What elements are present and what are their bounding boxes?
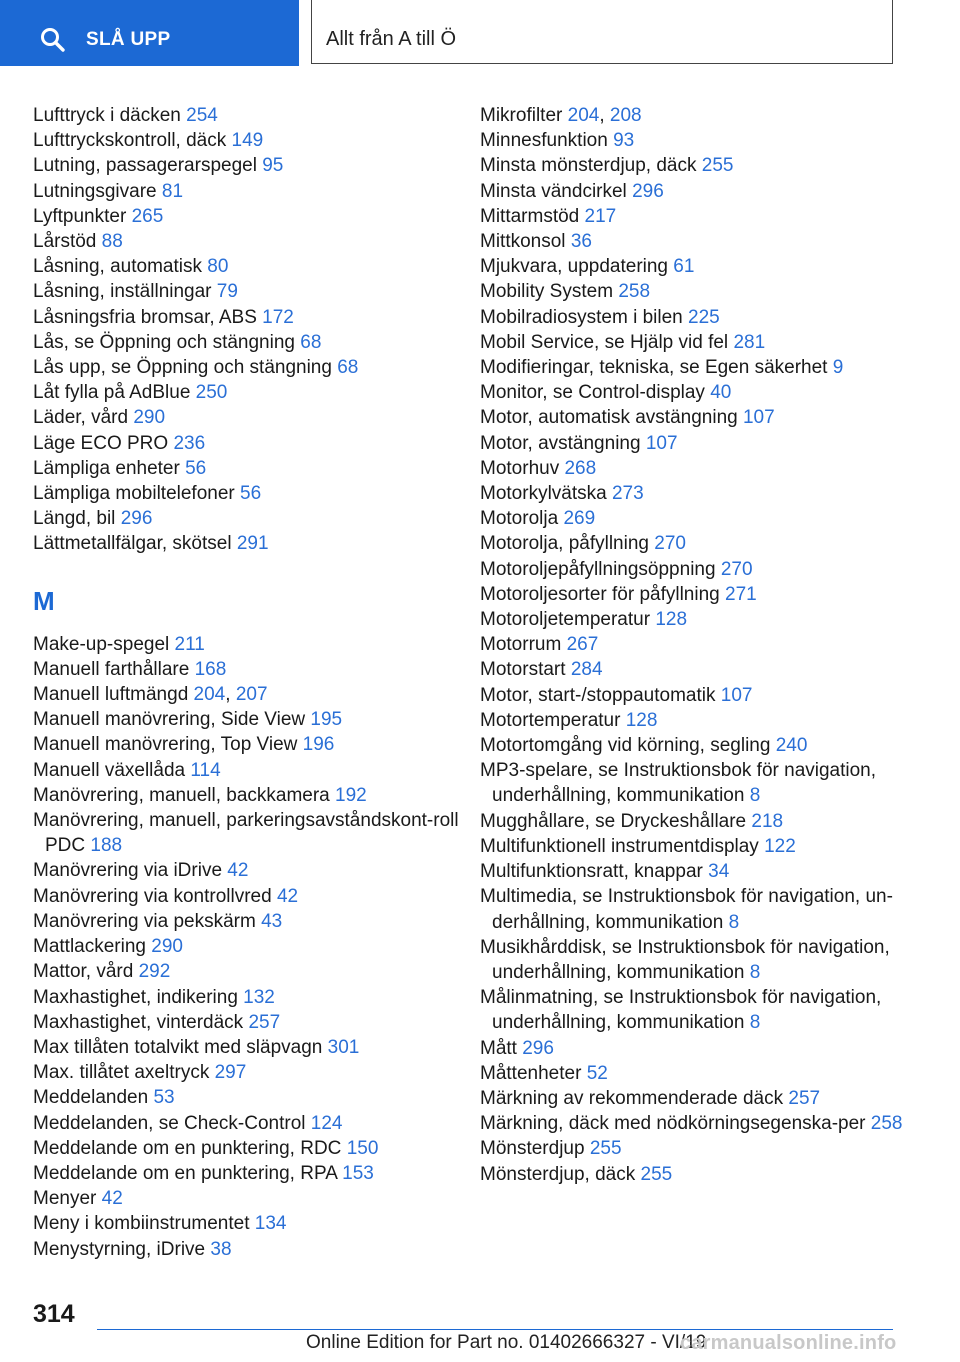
page-link[interactable]: 254	[186, 105, 218, 126]
index-entry	[33, 1161, 473, 1186]
index-column-right	[480, 103, 910, 1187]
index-entry-text: Motor, automatisk avstängning	[480, 407, 738, 429]
index-entry-text: Maxhastighet, vinterdäck	[33, 1011, 244, 1033]
index-entry-text: Meddelande om en punktering, RPA	[33, 1162, 337, 1184]
index-entry-text: Lämpliga mobiltelefoner	[33, 483, 235, 505]
index-entry-text: Mattlackering	[33, 936, 146, 958]
page-link[interactable]: 188	[90, 835, 123, 857]
index-entry	[480, 456, 910, 481]
index-entry-text: Mugghållare, se Dryckeshållare	[480, 810, 747, 832]
index-entry-text: Längd, bil	[33, 508, 116, 530]
footer-edition: Online Edition for Part no. 01402666327 - VI/19	[306, 1332, 707, 1353]
index-entry	[480, 935, 910, 985]
page-link[interactable]: 301	[327, 1036, 360, 1058]
index-entry-text: Manövrering via kontrollvred	[33, 885, 272, 907]
index-entry-text: Monitor, se Control-display	[480, 382, 705, 404]
index-entry	[33, 758, 473, 783]
index-entry-text: Menyer	[33, 1188, 97, 1210]
index-entry-text: Motorolja, påfyllning	[480, 533, 649, 555]
page-link[interactable]: 211	[174, 633, 205, 655]
index-entry-text: Mobility System	[480, 281, 614, 303]
index-entry-text: Mobilradiosystem i bilen	[480, 306, 683, 328]
index-entry-text: Manuell växellåda	[33, 759, 186, 781]
index-entry-text: Lufttryck i däcken	[33, 105, 181, 126]
index-entry-text: Läge ECO PRO	[33, 432, 169, 454]
page-link[interactable]: 172	[262, 306, 294, 328]
page-link[interactable]: 255	[640, 1163, 673, 1185]
index-entry-text: Multifunktionsratt, knappar	[480, 861, 703, 883]
index-entry-text: Mittarmstöd	[480, 205, 580, 227]
page-link[interactable]: 273	[611, 483, 644, 505]
index-entry-text: Läder, vård	[33, 407, 129, 429]
index-entry-text: Motor, avstängning	[480, 432, 641, 454]
index-entry	[480, 254, 910, 279]
page-link[interactable]: 42	[276, 885, 299, 907]
page-link[interactable]: 36	[570, 231, 592, 253]
index-entry-text: Multifunktionell instrumentdisplay	[480, 835, 759, 857]
index-entry-text: Motor, start-/stoppautomatik	[480, 684, 716, 706]
index-entry	[33, 858, 473, 883]
index-entry	[480, 884, 910, 934]
page-link[interactable]: 218	[751, 810, 784, 832]
index-entry	[480, 405, 910, 430]
page-link[interactable]: 296	[120, 508, 153, 530]
index-entry-text: Lutningsgivare	[33, 180, 157, 202]
page-link[interactable]: 61	[673, 256, 695, 278]
index-entry-text: Minsta mönsterdjup, däck	[480, 155, 697, 177]
index-entry	[480, 305, 910, 330]
index-entry	[33, 531, 473, 556]
index-entry	[480, 179, 910, 204]
page-link[interactable]: 268	[564, 457, 597, 479]
page-link[interactable]: 297	[214, 1062, 247, 1084]
index-entry	[480, 708, 910, 733]
index-entry-text: Manuell manövrering, Top View	[33, 734, 298, 756]
index-entry-text: Mönsterdjup	[480, 1138, 585, 1160]
index-entry	[480, 330, 910, 355]
index-entry	[480, 1136, 910, 1161]
index-entry	[480, 809, 910, 834]
index-entry-text: Motortemperatur	[480, 709, 621, 731]
index-entry-text: Mikrofilter	[480, 105, 563, 126]
section-title: Allt från A till Ö	[326, 28, 457, 50]
page-link[interactable]: 208	[609, 105, 642, 126]
index-entry	[33, 1111, 473, 1136]
page-link[interactable]: 269	[563, 508, 596, 530]
index-column-left	[33, 103, 473, 1262]
index-entry-text: Minsta vändcirkel	[480, 180, 627, 202]
index-entry	[33, 153, 473, 178]
index-entry-text: Modifieringar, tekniska, se Egen säkerhet	[480, 357, 828, 379]
index-entry	[480, 834, 910, 859]
index-entry	[480, 632, 910, 657]
index-entry-text: Lämpliga enheter	[33, 457, 180, 479]
index-entry-text: Mittkonsol	[480, 231, 566, 253]
index-entry-text: Manuell luftmängd	[33, 684, 189, 706]
page-link[interactable]: 153	[342, 1162, 374, 1184]
search-icon	[40, 27, 66, 53]
index-entry	[33, 1136, 473, 1161]
page-link[interactable]: 38	[210, 1238, 232, 1260]
page-link[interactable]: 291	[236, 533, 269, 555]
page-link[interactable]: 217	[584, 205, 617, 227]
index-entry	[33, 1010, 473, 1035]
index-entry-text: Lutning, passagerarspegel	[33, 155, 257, 177]
page-link[interactable]: 258	[870, 1113, 903, 1135]
page-link[interactable]: 204	[193, 684, 226, 706]
page-link[interactable]: 270	[720, 558, 753, 580]
index-entry	[480, 657, 910, 682]
page-link[interactable]: 284	[570, 659, 603, 681]
page-link[interactable]: 9	[832, 357, 844, 379]
index-entry-text: Max. tillåtet axeltryck	[33, 1062, 210, 1084]
top-bar	[0, 0, 960, 66]
index-entry	[33, 103, 473, 128]
index-entry	[480, 1162, 910, 1187]
page-link[interactable]: 79	[216, 281, 238, 303]
page-link[interactable]: 56	[240, 483, 262, 505]
index-entry-text: Målinmatning, se Instruktionsbok för navigation, underhållning, kommunikation	[480, 987, 882, 1034]
page-link[interactable]: 195	[310, 709, 343, 731]
index-entry	[33, 380, 473, 405]
index-entry-text: Multimedia, se Instruktionsbok för navigation, un-derhållning, kommunikation	[480, 886, 893, 933]
index-entry	[33, 909, 473, 934]
index-entry-text: Manövrering via pekskärm	[33, 910, 256, 932]
index-entry	[33, 959, 473, 984]
index-entry-text: Maxhastighet, indikering	[33, 986, 238, 1008]
index-entry-text: Make-up-spegel	[33, 633, 170, 655]
index-entry-text: Lyftpunkter	[33, 205, 127, 227]
index-entry-text: Motoroljetemperatur	[480, 609, 651, 631]
index-entry	[33, 229, 473, 254]
index-entry-text: Max tillåten totalvikt med släpvagn	[33, 1036, 323, 1058]
page-link[interactable]: 53	[153, 1087, 175, 1109]
page-link[interactable]: 88	[101, 231, 123, 253]
index-entry	[480, 380, 910, 405]
index-entry	[480, 758, 910, 808]
index-entry	[33, 707, 473, 732]
index-entry	[480, 481, 910, 506]
index-entry	[480, 557, 910, 582]
index-entry	[480, 582, 910, 607]
index-entry	[33, 985, 473, 1010]
page-link[interactable]: 122	[764, 835, 796, 857]
index-entry	[480, 1111, 910, 1136]
page-link[interactable]: 255	[701, 155, 734, 177]
page-link[interactable]: 250	[195, 382, 228, 404]
index-entry-text: Lättmetallfälgar, skötsel	[33, 533, 232, 555]
index-entry	[33, 456, 473, 481]
index-letter-heading: M	[33, 585, 55, 616]
page-link[interactable]: 257	[248, 1011, 281, 1033]
index-entry	[33, 632, 473, 657]
index-entry	[33, 305, 473, 330]
index-entry	[33, 1060, 473, 1085]
page-link[interactable]: 134	[254, 1213, 287, 1235]
index-entry-text: Musikhårddisk, se Instruktionsbok för navigation, underhållning, kommunikation	[480, 936, 890, 983]
index-entry-text: Mönsterdjup, däck	[480, 1163, 636, 1185]
index-entry-text: Lås, se Öppning och stängning	[33, 331, 295, 353]
page-link[interactable]: 204	[567, 105, 600, 126]
index-entry	[480, 531, 910, 556]
index-entry	[480, 1086, 910, 1111]
index-entry	[480, 859, 910, 884]
page-link[interactable]: 52	[586, 1062, 608, 1084]
page-link[interactable]: 267	[566, 634, 599, 656]
page-link[interactable]: 8	[728, 911, 740, 933]
index-entry	[480, 985, 910, 1035]
index-entry	[33, 330, 473, 355]
index-entry	[33, 657, 473, 682]
page-link[interactable]: 196	[302, 734, 335, 756]
index-entry-text: Manuell manövrering, Side View	[33, 709, 306, 731]
index-entry-text: Meddelanden	[33, 1087, 149, 1109]
page-link[interactable]: 56	[185, 457, 207, 479]
page-link[interactable]: 257	[788, 1087, 821, 1109]
footer-rule	[97, 1329, 893, 1330]
index-entry-text: Minnesfunktion	[480, 130, 608, 152]
index-entry-text: Märkning, däck med nödkörningsegenska-per	[480, 1113, 866, 1135]
index-entry-text: Motorolja	[480, 508, 559, 530]
index-entry-text: Meddelande om en punktering, RDC	[33, 1137, 342, 1159]
index-entry	[33, 808, 473, 858]
index-entry	[33, 1186, 473, 1211]
index-entry	[33, 179, 473, 204]
index-entry	[480, 733, 910, 758]
index-entry-text: Låsning, automatisk	[33, 256, 202, 278]
page-link[interactable]: 225	[688, 306, 720, 328]
index-entry-text: Manövrering via iDrive	[33, 860, 223, 882]
page-link[interactable]: 42	[101, 1188, 123, 1210]
index-entry	[480, 229, 910, 254]
index-entry	[33, 506, 473, 531]
page-link[interactable]: 95	[262, 155, 284, 177]
page-link[interactable]: 296	[632, 180, 664, 202]
index-entry	[480, 355, 910, 380]
watermark: carmanualsonline.info	[680, 1332, 897, 1354]
index-entry-text: Meny i kombiinstrumentet	[33, 1213, 250, 1235]
index-entry-text: Motorhuv	[480, 457, 560, 479]
index-entry	[33, 431, 473, 456]
index-entry	[480, 1061, 910, 1086]
index-entry	[33, 279, 473, 304]
index-entry	[33, 128, 473, 153]
index-entry	[480, 607, 910, 632]
index-entry	[480, 279, 910, 304]
index-entry-text: Lås upp, se Öppning och stängning	[33, 357, 332, 379]
index-entry	[33, 204, 473, 229]
index-entry	[480, 1036, 910, 1061]
page-link[interactable]: 168	[194, 658, 227, 680]
page-link[interactable]: 93	[613, 130, 635, 152]
index-entry	[33, 405, 473, 430]
page-link[interactable]: 270	[654, 533, 686, 555]
page-link[interactable]: 128	[655, 609, 688, 631]
page-link[interactable]: 132	[243, 986, 275, 1008]
page-link[interactable]: 236	[173, 432, 206, 454]
page-link[interactable]: 40	[710, 382, 732, 404]
index-entry	[33, 481, 473, 506]
index-entry	[33, 1035, 473, 1060]
page-link[interactable]: 68	[300, 331, 322, 353]
index-entry-text: Motoroljepåfyllningsöppning	[480, 558, 716, 580]
index-entry: Mikrofilter 204, 208	[480, 105, 642, 126]
page-link[interactable]: 292	[138, 961, 171, 983]
page-link[interactable]: 8	[749, 785, 761, 807]
page-link[interactable]: 80	[207, 256, 229, 278]
page-link[interactable]: 107	[645, 432, 678, 454]
index-entry-text: Manövrering, manuell, backkamera	[33, 784, 330, 806]
page-link[interactable]: 149	[231, 130, 264, 152]
index-entry-text: Mobil Service, se Hjälp vid fel	[480, 331, 729, 353]
index-entry	[480, 204, 910, 229]
index-entry-text: Menystyrning, iDrive	[33, 1238, 206, 1260]
page-link[interactable]: 107	[742, 407, 775, 429]
index-entry	[33, 732, 473, 757]
page-number: 314	[33, 1300, 75, 1328]
search-button[interactable]	[0, 0, 299, 66]
index-entry	[480, 128, 910, 153]
index-entry-text: Lårstöd	[33, 231, 97, 253]
index-entry-text: Motortomgång vid körning, segling	[480, 735, 771, 757]
index-entry	[33, 783, 473, 808]
page-link[interactable]: 42	[227, 860, 249, 882]
page-link[interactable]: 34	[708, 861, 730, 883]
index-entry	[33, 1237, 473, 1262]
page-link[interactable]: 271	[725, 583, 757, 605]
page-link[interactable]: 258	[618, 281, 651, 303]
page-link[interactable]: 81	[161, 180, 184, 202]
index-entry-text: Låsningsfria bromsar, ABS	[33, 306, 257, 328]
index-entry	[480, 683, 910, 708]
index-entry	[33, 934, 473, 959]
index-entry: Manuell luftmängd 204, 207	[33, 684, 268, 706]
index-entry-text: Manövrering, manuell, parkeringsavståndskont-roll PDC	[33, 810, 459, 857]
index-entry	[33, 1211, 473, 1236]
index-entry-text: Mått	[480, 1037, 517, 1059]
index-entry-text: Låt fylla på AdBlue	[33, 382, 191, 404]
index-entry-text: Låsning, inställningar	[33, 281, 212, 303]
index-entry-text: Motorstart	[480, 659, 566, 681]
index-entry-text: MP3-spelare, se Instruktionsbok för navigation, underhållning, kommunikation	[480, 760, 877, 807]
index-entry-text: Motorrum	[480, 634, 562, 656]
index-entry	[33, 355, 473, 380]
index-entry	[480, 506, 910, 531]
index-entry-text: Måttenheter	[480, 1062, 582, 1084]
index-entry	[33, 254, 473, 279]
page-link[interactable]: 290	[151, 936, 183, 958]
index-entry	[480, 431, 910, 456]
index-entry-text: Lufttryckskontroll, däck	[33, 130, 227, 152]
page-link[interactable]: 290	[133, 407, 166, 429]
page-link[interactable]: 68	[337, 357, 359, 379]
page-link[interactable]: 8	[749, 961, 761, 983]
page-link[interactable]: 128	[625, 709, 658, 731]
page-link[interactable]: 107	[720, 684, 753, 706]
index-entry	[33, 884, 473, 909]
page-link[interactable]: 265	[131, 205, 164, 227]
page-link[interactable]: 296	[522, 1037, 554, 1059]
index-entry	[33, 1085, 473, 1110]
index-entry-text: Mjukvara, uppdatering	[480, 256, 668, 278]
page-link[interactable]: 281	[733, 331, 766, 353]
index-entry-text: Motorkylvätska	[480, 483, 607, 505]
page-link[interactable]: 43	[261, 910, 283, 932]
index-entry-text: Mattor, vård	[33, 961, 134, 983]
page-link[interactable]: 114	[190, 759, 221, 781]
page-link[interactable]: 255	[589, 1138, 622, 1160]
search-button-label: SLÅ UPP	[86, 29, 171, 50]
index-entry-text: Manuell farthållare	[33, 658, 190, 680]
page-link[interactable]: 8	[749, 1012, 761, 1034]
page-link[interactable]: 207	[235, 684, 268, 706]
page-link[interactable]: 124	[310, 1112, 343, 1134]
page-link[interactable]: 240	[775, 735, 808, 757]
section-title-box	[311, 0, 893, 64]
index-entry	[480, 153, 910, 178]
index-entry-text: Motoroljesorter för påfyllning	[480, 583, 720, 605]
page-link[interactable]: 192	[335, 784, 367, 806]
index-entry-text: Meddelanden, se Check-Control	[33, 1112, 306, 1134]
index-entry-text: Märkning av rekommenderade däck	[480, 1087, 784, 1109]
page-link[interactable]: 150	[346, 1137, 379, 1159]
